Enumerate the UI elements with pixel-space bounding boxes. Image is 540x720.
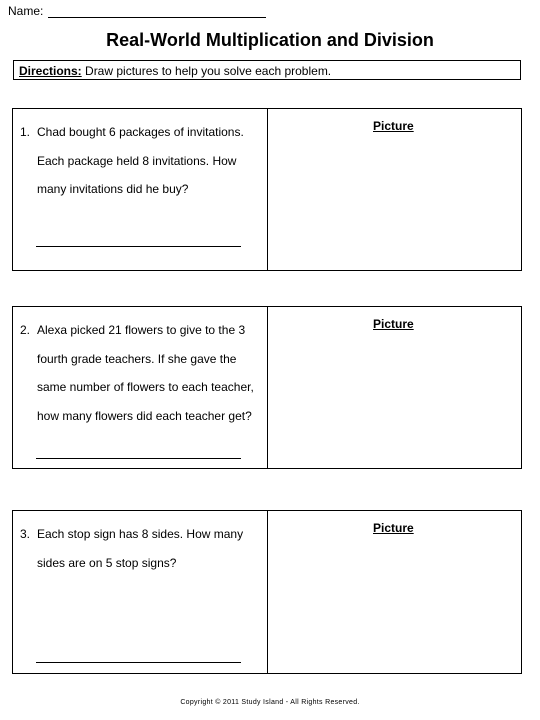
problem-number: 2. [20, 323, 31, 337]
problem-number: 3. [20, 527, 31, 541]
directions-text: Draw pictures to help you solve each problem. [81, 64, 332, 78]
name-blank[interactable] [48, 5, 266, 18]
problem-text-line: how many flowers did each teacher get? [37, 409, 252, 423]
problem-text-line: Alexa picked 21 flowers to give to the 3 [37, 323, 246, 337]
problem-3 [12, 510, 522, 674]
problem-text-line: Each package held 8 invitations. How [37, 154, 237, 168]
answer-line[interactable] [36, 662, 241, 663]
picture-label: Picture [373, 317, 414, 331]
problem-text-line: fourth grade teachers. If she gave the [37, 352, 237, 366]
problem-1 [12, 108, 522, 271]
name-label: Name: [8, 4, 44, 18]
problem-text-line: same number of flowers to each teacher, [37, 380, 254, 394]
picture-label: Picture [373, 119, 414, 133]
problem-divider [267, 307, 268, 468]
directions-box [13, 60, 521, 80]
answer-line[interactable] [36, 458, 241, 459]
problem-text-line: Chad bought 6 packages of invitations. [37, 125, 244, 139]
problem-text-line: many invitations did he buy? [37, 182, 189, 196]
picture-label: Picture [373, 521, 414, 535]
directions-label: Directions: [19, 64, 82, 78]
problem-text-line: sides are on 5 stop signs? [37, 556, 177, 570]
problem-2 [12, 306, 522, 469]
problem-divider [267, 511, 268, 673]
problem-number: 1. [20, 125, 31, 139]
answer-line[interactable] [36, 246, 241, 247]
name-row [8, 4, 266, 18]
worksheet-title: Real-World Multiplication and Division [106, 30, 434, 50]
copyright-footer: Copyright © 2011 Study Island - All Rights Reserved. [180, 699, 360, 706]
problem-text-line: Each stop sign has 8 sides. How many [37, 527, 244, 541]
problem-divider [267, 109, 268, 270]
